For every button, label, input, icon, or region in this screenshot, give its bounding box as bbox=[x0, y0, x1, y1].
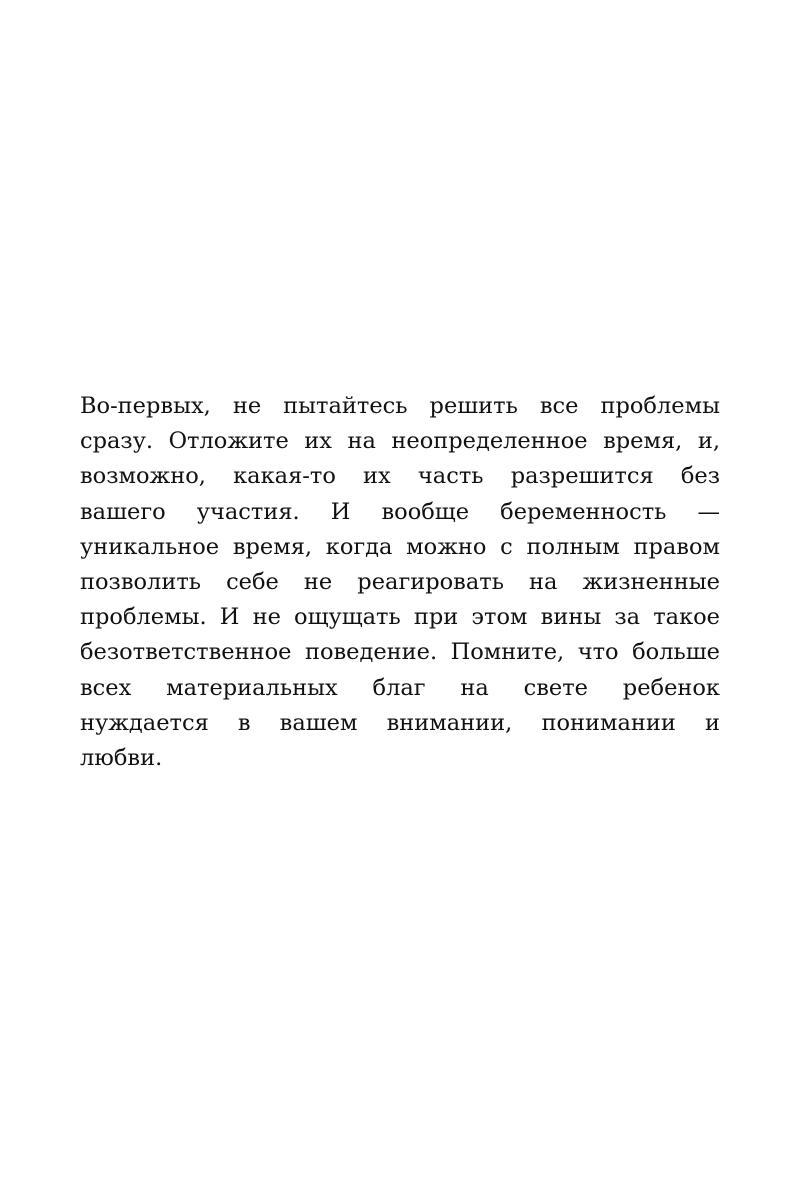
paragraph-line: проблемы. И не ощущать при этом вины за такое bbox=[80, 604, 720, 631]
paragraph-line: безответственное поведение. Помните, что больше bbox=[80, 639, 720, 666]
body-paragraph bbox=[80, 389, 720, 776]
paragraph-line: уникальное время, когда можно с полным правом bbox=[80, 533, 720, 560]
paragraph-line: всех материальных благ на свете ребенок bbox=[80, 674, 720, 701]
paragraph-line: возможно, какая-то их часть разрешится без bbox=[80, 463, 720, 490]
paragraph-line: вашего участия. И вообще беременность — bbox=[80, 498, 720, 525]
paragraph-line: позволить себе не реагировать на жизненные bbox=[80, 568, 720, 595]
paragraph-line-last: любви. bbox=[80, 744, 163, 771]
paragraph-line: нуждается в вашем внимании, понимании и bbox=[80, 709, 720, 736]
paragraph-line: Во-первых, не пытайтесь решить все проблемы bbox=[80, 393, 720, 419]
paragraph-line: сразу. Отложите их на неопределенное время, и, bbox=[80, 428, 720, 455]
